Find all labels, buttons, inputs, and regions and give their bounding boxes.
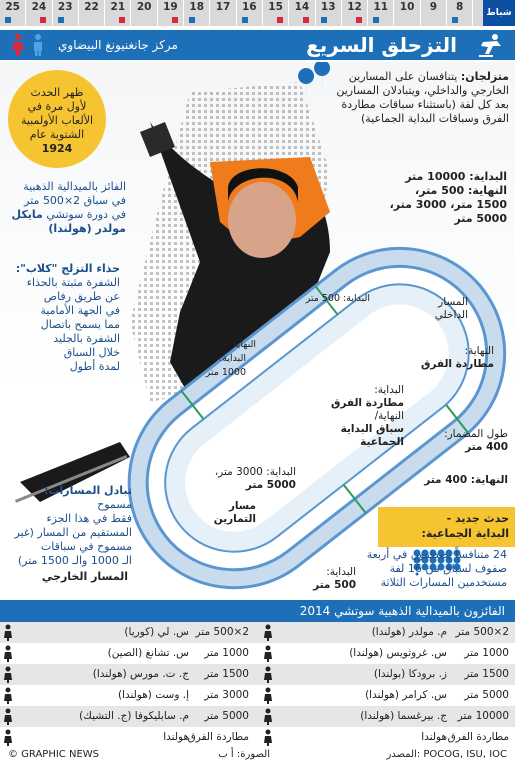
new-event-box — [378, 507, 515, 547]
label-line: مطاردة الفرق — [331, 397, 404, 409]
event-men: 5000 متر — [464, 689, 509, 701]
winner-men: ز. برودكا (بولندا) — [373, 668, 447, 680]
person-icon — [1, 643, 15, 664]
clap-line: لمدة أطول — [69, 360, 120, 373]
date-cell — [289, 0, 315, 26]
winner-country: مولدر (هولندا) — [48, 222, 126, 235]
label-line: 500 متر — [313, 579, 356, 591]
red-medal-marker — [356, 17, 362, 23]
exchange-line: مسموح في سباقات — [40, 540, 132, 553]
massstart-line: صفوف لسباق من 16 لفة — [389, 562, 507, 575]
intro-text — [319, 70, 509, 126]
finish-400-label: النهاية: 400 متر — [424, 474, 508, 486]
date-strip — [0, 0, 515, 26]
clap-line: الشفرة بالجليد — [53, 332, 120, 345]
person-icon — [261, 643, 275, 664]
clap-line: خلال السباق — [63, 346, 120, 359]
date-number: 13 — [320, 1, 336, 13]
event-women: 5000 متر — [204, 710, 249, 722]
clap-line: مما يسمح باتصال — [40, 318, 120, 331]
label-line: طول المضمار: — [444, 428, 508, 440]
lane-exchange-note — [8, 484, 132, 568]
track-label-start: البداية: — [219, 353, 246, 364]
winner-women: م. سابليكوفا (ج. التشيك) — [79, 710, 189, 722]
start-line: البداية: 10000 متر — [405, 170, 507, 183]
exchange-line: الـ 1000 والـ 1500 متر) — [17, 554, 132, 567]
event-women: مطاردة الفرق — [187, 731, 249, 743]
date-cell — [105, 0, 131, 26]
start-line: النهاية: 500 متر، — [415, 184, 507, 197]
mass-start-text — [342, 548, 507, 590]
gold-winner-note — [8, 180, 126, 236]
winner-women: س. لي (كوريا) — [124, 626, 189, 638]
date-number: 19 — [163, 1, 178, 13]
date-number: 21 — [110, 1, 126, 13]
badge-line: ظهر الحدث — [30, 86, 84, 99]
label-line: 400 متر — [465, 441, 508, 453]
date-cell — [131, 0, 157, 26]
track-label-start500: البداية: 500 متر — [305, 293, 370, 304]
label-line: النهاية/ — [374, 410, 404, 422]
badge-year: 1924 — [41, 142, 73, 155]
date-number: 24 — [31, 1, 47, 13]
newevent-line: البداية الجماعية: — [421, 527, 509, 540]
date-number: 15 — [268, 1, 283, 13]
team-finish-label — [400, 345, 494, 371]
start-line: 1500 متر، 3000 متر، — [389, 198, 507, 211]
date-cell — [184, 0, 210, 26]
track-label-1000: 1000 متر — [205, 367, 246, 378]
event-men: مطاردة الفرق — [447, 731, 509, 743]
person-icon — [1, 622, 15, 643]
red-medal-marker — [277, 17, 283, 23]
outer-lane-label: المسار الخارجي — [41, 570, 128, 583]
team-start-label — [318, 384, 404, 449]
winner-women: هولندا — [163, 731, 189, 743]
label-line: البداية: 3000 متر، — [214, 466, 296, 478]
event-men: 1500 متر — [464, 668, 509, 680]
exchange-line: المستقيم من المسار (غير — [14, 526, 132, 539]
winner-men: م. مولدر (هولندا) — [371, 626, 447, 638]
blue-medal-marker — [58, 17, 64, 23]
label-line: البداية: — [374, 384, 404, 396]
venue-subtitle: مركز جانغنيونغ البيضاوي — [58, 38, 178, 52]
event-women: 1000 متر — [204, 647, 249, 659]
date-cell — [421, 0, 447, 26]
person-icon — [261, 685, 275, 706]
red-medal-marker — [303, 17, 309, 23]
source-credit: المصدر: POCOG, ISU, IOC — [386, 749, 507, 760]
lap-length-label — [420, 428, 508, 454]
event-men: 1000 متر — [464, 647, 509, 659]
red-medal-marker — [119, 17, 125, 23]
winner-women: إ. وست (هولندا) — [117, 689, 189, 701]
start-line: 5000 متر — [454, 212, 507, 225]
date-cell — [210, 0, 236, 26]
person-icon — [261, 622, 275, 643]
date-cell — [53, 0, 79, 26]
date-number: 10 — [399, 1, 415, 13]
speed-skating-icon — [473, 32, 507, 58]
winners-table-title: الفائزون بالميدالية الذهبية سوتشي 2014 — [0, 600, 515, 622]
clap-line: في الجهة الأمامية — [40, 304, 120, 317]
date-number: 9 — [429, 1, 438, 13]
massstart-line: مستخدمين المسارات الثلاثة — [380, 576, 507, 589]
red-medal-marker — [40, 17, 46, 23]
massstart-line: 24 متنافساً يصطفون في أربعة — [366, 548, 507, 561]
table-row — [0, 685, 515, 706]
copyright: © GRAPHIC NEWS — [8, 749, 100, 760]
winner-men: ج. بيرغسما (هولندا) — [360, 710, 447, 722]
person-icon — [261, 664, 275, 685]
label-line: التمارين — [213, 513, 256, 525]
badge-line: الألعاب الأولمبية — [20, 114, 94, 127]
date-cell — [368, 0, 394, 26]
date-number: 23 — [57, 1, 73, 13]
event-women: 2×500 متر — [195, 626, 249, 638]
blue-medal-marker — [373, 17, 379, 23]
badge-line: لأول مرة في — [27, 100, 87, 113]
winner-line: في دورة سوتشي — [46, 208, 126, 221]
date-cell — [237, 0, 263, 26]
label-line: الجماعية — [360, 436, 404, 448]
footer — [0, 744, 515, 766]
winner-men: س. غروثويس (هولندا) — [349, 647, 447, 659]
photo-credit: الصورة: أ ب — [218, 749, 270, 760]
winner-men: هولندا — [421, 731, 447, 743]
winner-name: مايكل — [11, 208, 43, 221]
blue-medal-marker — [5, 17, 11, 23]
label-line: المسار — [438, 296, 468, 308]
inner-lane-label — [398, 296, 468, 322]
date-cell — [26, 0, 52, 26]
date-number: 12 — [347, 1, 362, 13]
exchange-title: تبادل المسارات: — [44, 484, 132, 497]
event-men: 2×500 متر — [455, 626, 509, 638]
table-row — [0, 706, 515, 727]
skater-face — [228, 182, 296, 258]
date-number: 16 — [242, 1, 257, 13]
date-cell — [447, 0, 473, 26]
newevent-line: حدث جديد - — [446, 512, 509, 525]
label-line: سباق البداية — [340, 423, 404, 435]
start-3000-label — [200, 466, 296, 492]
date-cell — [79, 0, 105, 26]
table-row — [0, 643, 515, 664]
date-cell — [394, 0, 420, 26]
exchange-line: فقط في هذا الجزء — [46, 512, 132, 525]
page-title: التزحلق السريع — [306, 33, 457, 57]
clap-line: الشفرة مثبتة بالحذاء — [26, 276, 120, 289]
track-label-finish: النهاية — [232, 339, 256, 350]
event-men: 10000 متر — [457, 710, 509, 722]
date-cell — [342, 0, 368, 26]
date-cell — [316, 0, 342, 26]
person-icon — [261, 706, 275, 727]
date-number: 8 — [456, 1, 464, 13]
person-icon — [1, 664, 15, 685]
label-line: 5000 متر — [245, 479, 296, 491]
badge-line: الشتوية عام — [29, 128, 85, 141]
intro-lead: متزلجان: — [460, 70, 509, 83]
clap-skate-note — [8, 262, 120, 374]
date-cell — [0, 0, 26, 26]
blue-medal-marker — [452, 17, 458, 23]
date-cell — [263, 0, 289, 26]
date-cell — [158, 0, 184, 26]
event-women: 1500 متر — [204, 668, 249, 680]
date-number: 11 — [373, 1, 389, 13]
exchange-line: مسموح — [97, 498, 132, 511]
date-number: 25 — [5, 1, 20, 13]
date-number: 14 — [294, 1, 310, 13]
training-lane-label — [192, 500, 256, 526]
month-label: شباط — [483, 0, 515, 26]
winner-line: الفائز بالميدالية الذهبية — [23, 180, 126, 193]
men-women-icon — [8, 33, 48, 57]
red-medal-marker — [172, 17, 178, 23]
winner-women: ج. ت. مورس (هولندا) — [92, 668, 189, 680]
winner-women: س. تشانغ (الصين) — [107, 647, 189, 659]
history-badge — [8, 70, 106, 168]
label-line: البداية: — [326, 566, 356, 578]
table-row — [0, 622, 515, 643]
event-women: 3000 متر — [204, 689, 249, 701]
blue-medal-marker — [242, 17, 248, 23]
clap-line: عن طريق رفاص — [43, 290, 120, 303]
label-line: الداخلي — [434, 309, 468, 321]
label-line: مطاردة الفرق — [421, 358, 494, 370]
table-row — [0, 664, 515, 685]
date-number: 18 — [189, 1, 205, 13]
person-icon — [1, 706, 15, 727]
date-number: 20 — [136, 1, 152, 13]
label-line: النهاية: — [464, 345, 494, 357]
date-number: 22 — [84, 1, 99, 13]
label-line: مسار — [228, 500, 256, 512]
winner-men: س. كرامر (هولندا) — [365, 689, 447, 701]
blue-medal-marker — [321, 17, 327, 23]
winner-line: في سباق 2×500 متر — [24, 194, 126, 207]
intro-body: يتنافسان على المسارين الخارجي والداخلي، ويتبادلان المسارين بعد كل لفة (باستثناء سباقات مطاردة الفرق وسباقات البداية الجماعية) — [336, 70, 509, 125]
clap-title: حذاء التزلج "كلاب": — [15, 262, 120, 275]
person-icon — [1, 685, 15, 706]
start-distances — [377, 170, 507, 226]
blue-medal-marker — [189, 17, 195, 23]
date-number: 17 — [215, 1, 231, 13]
